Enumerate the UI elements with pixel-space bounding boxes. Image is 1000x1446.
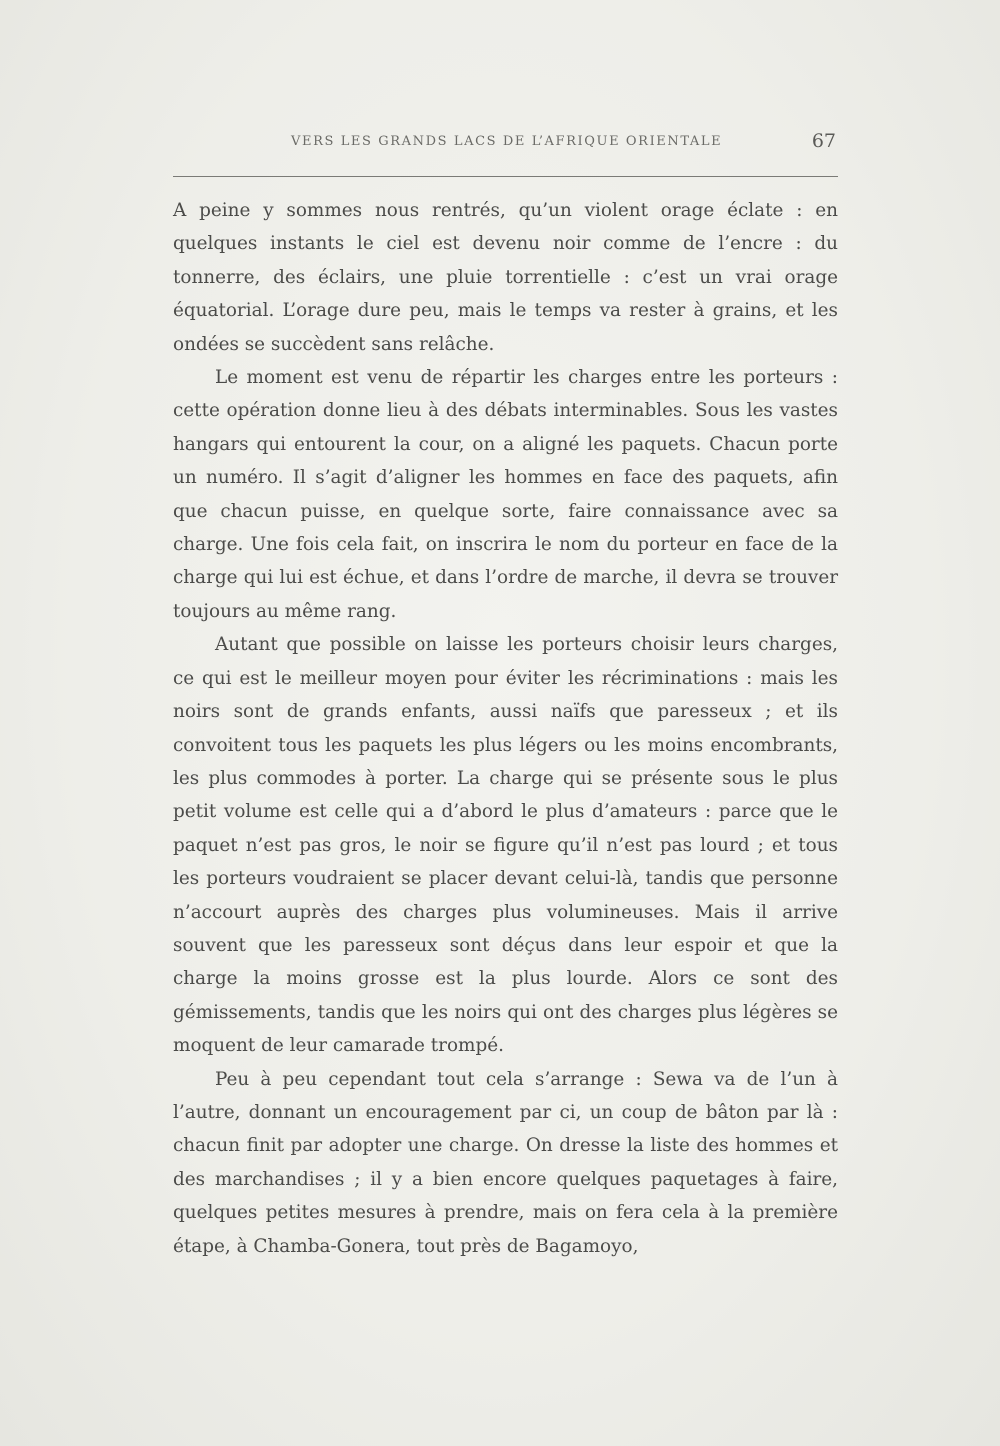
page-number: 67 <box>811 130 836 152</box>
running-head <box>173 130 838 156</box>
paragraph-3: Autant que possible on laisse les porteurs choisir leurs charges, ce qui est le meilleur moyen pour éviter les récriminations : mais les noirs sont de grands enfants, aussi naïfs que paresseux ; et ils convoitent tous les paquets les plus légers ou les moins encombrants, les plus commodes à porter. La charge qui se présente sous le plus petit volume est celle qui a d’abord le plus d’amateurs : parce que le paquet n’est pas gros, le noir se figure qu’il n’est pas lourd ; et tous les porteurs voudraient se placer devant celui-là, tandis que personne n’accourt auprès des charges plus volumineuses. Mais il arrive souvent que les paresseux sont déçus dans leur espoir et que la charge la moins grosse est la plus lourde. Alors ce sont des gémissements, tandis que les noirs qui ont des charges plus légères se moquent de leur camarade trompé. <box>173 634 838 1057</box>
body-text <box>173 194 838 1263</box>
paragraph-1: A peine y sommes nous rentrés, qu’un violent orage éclate : en quelques instants le ciel est devenu noir comme de l’encre : du tonnerre, des éclairs, une pluie torrentielle : c’est un vrai orage équatorial. L’orage dure peu, mais le temps va rester à grains, et les ondées se succèdent sans relâche. <box>173 200 838 355</box>
paragraph-2: Le moment est venu de répartir les charges entre les porteurs : cette opération donne lieu à des débats interminables. Sous les vastes hangars qui entourent la cour, on a aligné les paquets. Chacun porte un numéro. Il s’agit d’aligner les hommes en face des paquets, afin que chacun puisse, en quelque sorte, faire connaissance avec sa charge. Une fois cela fait, on inscrira le nom du porteur en face de la charge qui lui est échue, et dans l’ordre de marche, il devra se trouver toujours au même rang. <box>173 367 838 622</box>
running-title: VERS LES GRANDS LACS DE L’AFRIQUE ORIENTALE <box>291 134 723 149</box>
paragraph-4: Peu à peu cependant tout cela s’arrange : Sewa va de l’un à l’autre, donnant un encouragement par ci, un coup de bâton par là : chacun finit par adopter une charge. On dresse la liste des hommes et des marchandises ; il y a bien encore quelques paquetages à faire, quelques petites mesures à prendre, mais on fera cela à la première étape, à Chamba-Gonera, tout près de Bagamoyo, <box>173 1068 838 1257</box>
header-rule <box>173 176 838 177</box>
